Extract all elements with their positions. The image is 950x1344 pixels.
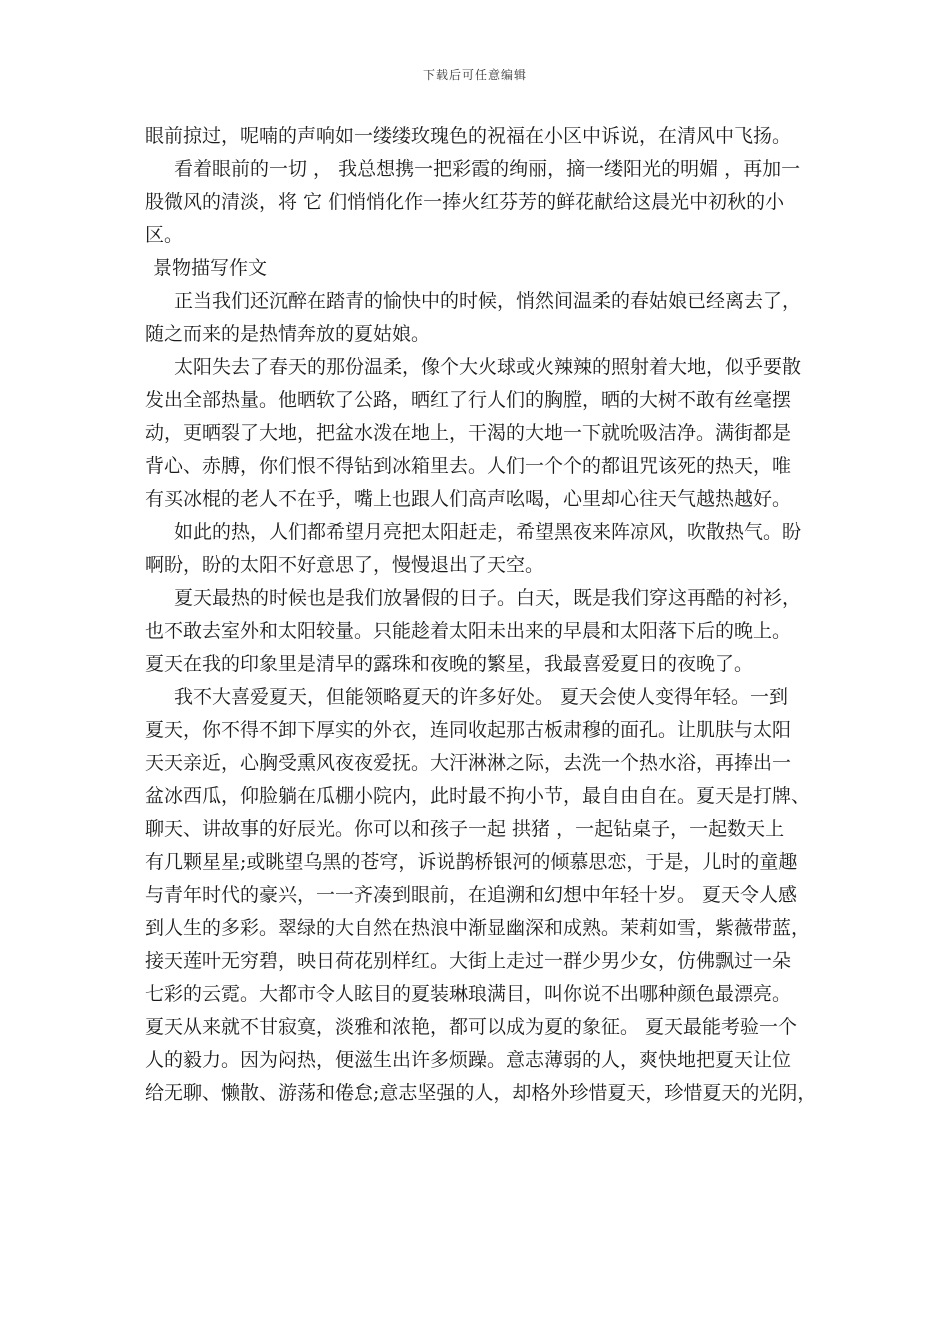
paragraph-start-line: 看着眼前的一切 ， 我总想携一把彩霞的绚丽，摘一缕阳光的明媚 ，再加一: [174, 158, 801, 180]
paragraph-start-line: 如此的热，人们都希望月亮把太阳赶走，希望黑夜来阵凉风，吹散热气。盼: [174, 521, 802, 543]
text-line: 夏天，你不得不卸下厚实的外衣，连同收起那古板肃穆的面孔。让肌肤与太阳: [145, 719, 792, 741]
text-line: 夏天在我的印象里是清早的露珠和夜晚的繁星，我最喜爱夏日的夜晚了。: [145, 653, 754, 675]
text-line: 接天莲叶无穷碧，映日荷花别样红。大街上走过一群少男少女，仿佛飘过一朵: [145, 950, 792, 972]
paragraph-start-line: 太阳失去了春天的那份温柔，像个大火球或火辣辣的照射着大地，似乎要散: [174, 356, 802, 378]
text-line: 动，更晒裂了大地，把盆水泼在地上，干渴的大地一下就吮吸洁净。满街都是: [145, 422, 792, 444]
text-line: 夏天从来就不甘寂寞，淡雅和浓艳，都可以成为夏的象征。 夏天最能考验一个: [145, 1016, 798, 1038]
text-line: 人的毅力。因为闷热，便滋生出许多烦躁。意志薄弱的人，爽快地把夏天让位: [145, 1049, 792, 1071]
text-line: 七彩的云霓。大都市令人眩目的夏装琳琅满目，叫你说不出哪种颜色最漂亮。: [145, 983, 792, 1005]
text-line: 天天亲近，心胸受熏风夜夜爱抚。大汗淋淋之际，去洗一个热水浴，再捧出一: [145, 752, 792, 774]
text-line: 与青年时代的豪兴，一一齐凑到眼前，在追溯和幻想中年轻十岁。 夏天令人感: [145, 884, 798, 906]
text-line: 随之而来的是热情奔放的夏姑娘。: [145, 323, 431, 345]
text-line: 区。: [145, 224, 184, 246]
document-body: [145, 120, 835, 1110]
page-header: 下载后可任意编辑: [422, 68, 527, 82]
text-line: 啊盼，盼的太阳不好意思了，慢慢退出了天空。: [145, 554, 545, 576]
text-line: 股微风的清淡，将 它 们悄悄化作一捧火红芬芳的鲜花献给这晨光中初秋的小: [145, 191, 785, 213]
paragraph-start-line: 我不大喜爱夏天，但能领略夏天的许多好处。 夏天会使人变得年轻。一到: [174, 686, 789, 708]
text-line: 有买冰棍的老人不在乎，嘴上也跟人们高声吆喝，心里却心往天气越热越好。: [145, 488, 792, 510]
text-line: 发出全部热量。他晒软了公路，晒红了行人们的胸膛，晒的大树不敢有丝毫摆: [145, 389, 792, 411]
text-line: 聊天、讲故事的好辰光。你可以和孩子一起 拱猪 ，一起钻桌子，一起数天上: [145, 818, 785, 840]
text-line: 有几颗星星;或眺望乌黑的苍穹，诉说鹊桥银河的倾慕思恋，于是，儿时的童趣: [145, 851, 798, 873]
text-line: 盆冰西瓜，仰脸躺在瓜棚小院内，此时最不拘小节，最自由自在。夏天是打牌、: [145, 785, 811, 807]
section-heading: 景物描写作文: [153, 257, 268, 279]
paragraph-start-line: 夏天最热的时候也是我们放暑假的日子。白天，既是我们穿这再酷的衬衫，: [174, 587, 802, 609]
text-line: 到人生的多彩。翠绿的大自然在热浪中渐显幽深和成熟。茉莉如雪，紫薇带蓝，: [145, 917, 811, 939]
paragraph-start-line: 正当我们还沉醉在踏青的愉快中的时候，悄然间温柔的春姑娘已经离去了，: [174, 290, 802, 312]
text-line: 也不敢去室外和太阳较量。只能趁着太阳未出来的早晨和太阳落下后的晚上。: [145, 620, 792, 642]
text-line: 背心、赤膊，你们恨不得钻到冰箱里去。人们一个个的都诅咒该死的热天，唯: [145, 455, 792, 477]
text-line: 眼前掠过，呢喃的声响如一缕缕玫瑰色的祝福在小区中诉说，在清风中飞扬。: [145, 125, 792, 147]
text-line: 给无聊、懒散、游荡和倦怠;意志坚强的人，却格外珍惜夏天，珍惜夏天的光阴，: [145, 1082, 817, 1104]
